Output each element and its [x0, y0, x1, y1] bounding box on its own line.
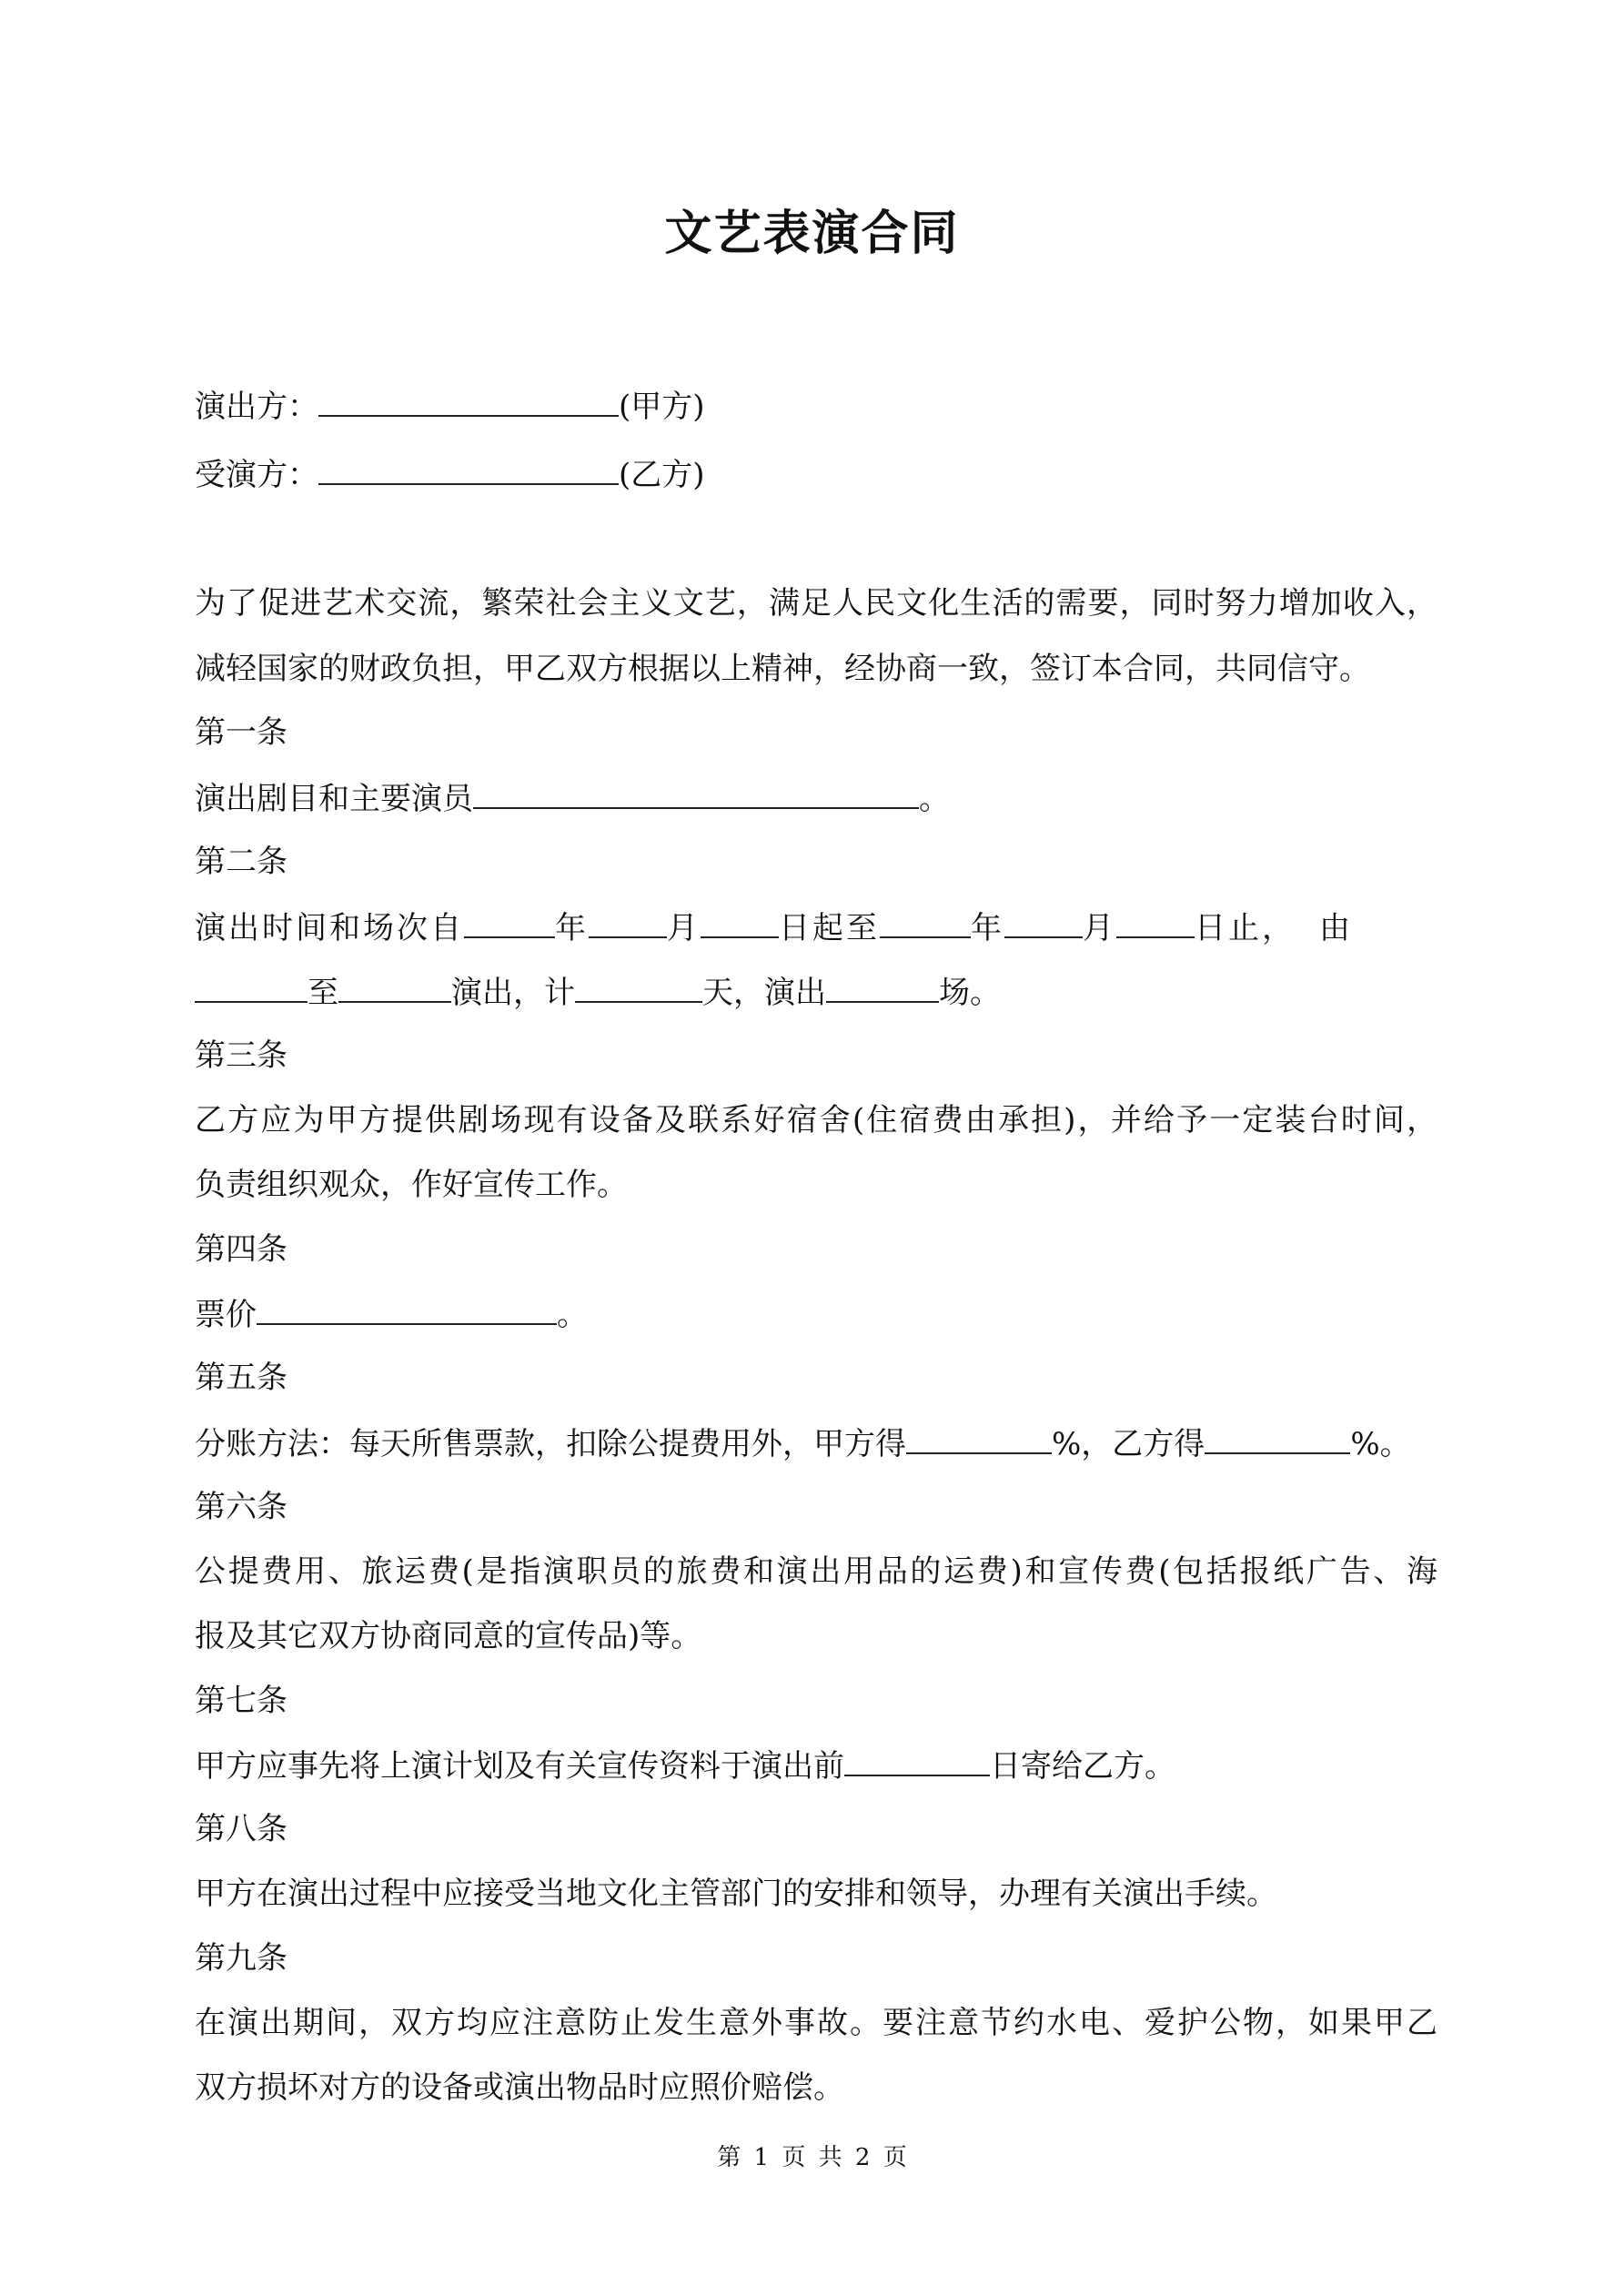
party-b-suffix: (乙方)	[619, 457, 705, 493]
end-month-blank	[1004, 905, 1083, 938]
article-4-end: 。	[557, 1297, 588, 1333]
days-before-blank	[844, 1744, 990, 1776]
article-9-line-1: 在演出期间，双方均应注意防止发生意外事故。要注意节约水电、爱护公物，如果甲乙	[195, 2005, 1437, 2041]
ticket-price-label: 票价	[195, 1297, 257, 1333]
party-b-blank	[318, 452, 619, 485]
to-label: 至	[308, 975, 338, 1011]
venue-from-blank	[195, 970, 308, 1003]
article-3-heading: 第三条	[195, 1037, 287, 1074]
by-label: 由	[1319, 910, 1353, 946]
split-label: 分账方法：每天所售票款，扣除公提费用外，甲方得	[195, 1426, 906, 1462]
party-b-share-blank	[1205, 1421, 1350, 1454]
article-2-line-2	[195, 970, 1001, 1014]
party-a-suffix: (甲方)	[619, 389, 705, 425]
article-7-heading: 第七条	[195, 1683, 287, 1719]
party-a-line	[195, 384, 705, 428]
party-b-label: 受演方：	[195, 457, 318, 493]
year-label-2: 年	[971, 910, 1004, 946]
article-7-label: 甲方应事先将上演计划及有关宣传资料于演出前	[195, 1748, 844, 1785]
month-label-1: 月	[667, 910, 701, 946]
article-1-label: 演出剧目和主要演员	[195, 781, 473, 817]
article-7-end: 日寄给乙方。	[990, 1748, 1175, 1785]
page-footer: 第 1 页 共 2 页	[717, 2144, 907, 2171]
end-year-blank	[880, 905, 971, 938]
article-9-heading: 第九条	[195, 1940, 287, 1977]
article-8-heading: 第八条	[195, 1811, 287, 1847]
article-7-text	[195, 1744, 1175, 1787]
start-day-blank	[701, 905, 779, 938]
shows-label: 场。	[939, 975, 1001, 1011]
article-6-line-1: 公提费用、旅运费(是指演职员的旅费和演出用品的运费)和宣传费(包括报纸广告、海	[195, 1553, 1437, 1590]
party-a-share-blank	[906, 1421, 1052, 1454]
ticket-price-blank	[257, 1292, 557, 1325]
perform-label: 演出，计	[451, 975, 575, 1011]
article-6-heading: 第六条	[195, 1489, 287, 1525]
article-2-heading: 第二条	[195, 844, 287, 880]
article-1-heading: 第一条	[195, 714, 287, 751]
document-title: 文艺表演合同	[664, 206, 960, 261]
article-2-start: 演出时间和场次自	[195, 910, 464, 946]
year-label-1: 年	[555, 910, 589, 946]
days-blank	[575, 970, 702, 1003]
article-8-text: 甲方在演出过程中应接受当地文化主管部门的安排和领导，办理有关演出手续。	[195, 1876, 1277, 1912]
article-6-line-2: 报及其它双方协商同意的宣传品)等。	[195, 1618, 702, 1654]
start-month-blank	[589, 905, 667, 938]
split-end: %。	[1350, 1426, 1411, 1462]
shows-blank	[826, 970, 939, 1003]
article-5-heading: 第五条	[195, 1360, 287, 1396]
article-1-end: 。	[919, 781, 950, 817]
venue-to-blank	[338, 970, 451, 1003]
month-label-2: 月	[1083, 910, 1116, 946]
article-5-text	[195, 1421, 1411, 1465]
article-3-line-1: 乙方应为甲方提供剧场现有设备及联系好宿舍(住宿费由承担)，并给予一定装台时间，	[195, 1102, 1437, 1138]
intro-line-1: 为了促进艺术交流，繁荣社会主义文艺，满足人民文化生活的需要，同时努力增加收入，	[195, 585, 1437, 622]
start-year-blank	[464, 905, 555, 938]
article-1-text	[195, 776, 950, 820]
party-a-blank	[318, 384, 619, 417]
day-to-label: 日止，	[1195, 910, 1296, 946]
article-2-line-1	[195, 905, 1353, 949]
end-day-blank	[1116, 905, 1195, 938]
party-a-label: 演出方：	[195, 389, 318, 425]
party-b-line	[195, 452, 705, 496]
article-9-line-2: 双方损坏对方的设备或演出物品时应照价赔偿。	[195, 2069, 844, 2106]
repertoire-blank	[473, 776, 919, 809]
article-4-heading: 第四条	[195, 1231, 287, 1268]
article-4-text	[195, 1292, 588, 1336]
split-mid: %，乙方得	[1052, 1426, 1205, 1462]
day-from-label: 日起至	[779, 910, 880, 946]
intro-line-2: 减轻国家的财政负担，甲乙双方根据以上精神，经协商一致，签订本合同，共同信守。	[195, 651, 1370, 687]
article-3-line-2: 负责组织观众，作好宣传工作。	[195, 1167, 628, 1203]
days-label: 天，演出	[702, 975, 826, 1011]
